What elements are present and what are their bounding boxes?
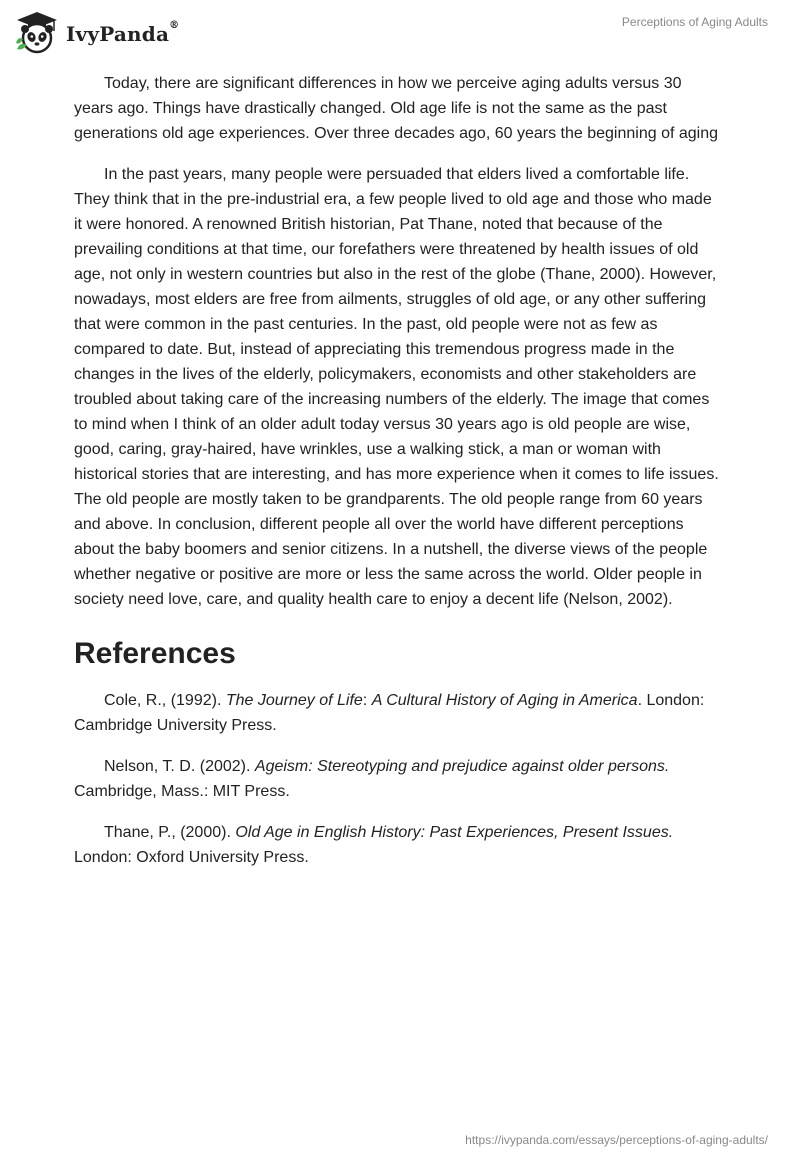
ref-author: Nelson, T. D. (2002). — [104, 758, 255, 775]
ref-separator: : — [362, 692, 372, 709]
ref-author: Cole, R., (1992). — [104, 692, 226, 709]
reference-item-thane — [74, 820, 724, 870]
ref-publisher: . London: Cambridge University Press. — [74, 692, 705, 734]
brand-text: IvyPanda — [66, 21, 170, 46]
page-header — [0, 0, 800, 64]
ref-publisher: London: Oxford University Press. — [74, 849, 309, 866]
essay-content — [74, 71, 724, 886]
source-url[interactable]: https://ivypanda.com/essays/perceptions-of-aging-adults/ — [465, 1133, 768, 1147]
running-title: Perceptions of Aging Adults — [621, 15, 768, 29]
ref-title: Ageism: Stereotyping and prejudice against older persons. — [254, 758, 670, 775]
reference-item-nelson — [74, 754, 724, 804]
ivypanda-logo[interactable] — [14, 9, 179, 55]
body-paragraph-2: In the past years, many people were persuaded that elders lived a comfortable life. They think that in the pre-industrial era, a few people lived to old age and those who made it were honored. A renowned British historian, Pat Thane, noted that because of the prevailing conditions at that time, our forefathers were threatened by health issues of old age, not only in western countries but also in the rest of the globe (Thane, 2000). However, nowadays, most elders are free from ailments, struggles of old age, or any other suffering that were common in the past centuries. In the past, old people were not as few as compared to date. But, instead of appreciating this tremendous progress made in the changes in the lives of the elderly, policymakers, economists and other stakeholders are troubled about taking care of the increasing numbers of the elderly. The image that comes to mind when I think of an older adult today versus 30 years ago is old people are wise, good, caring, gray-haired, have wrinkles, use a walking stick, a man or woman with historical stories that are interesting, and has more experience when it comes to life issues. The old people are mostly taken to be grandparents. The old people range from 60 years and above. In conclusion, different people all over the world have different perceptions about the baby boomers and senior citizens. In a nutshell, the diverse views of the people whether negative or positive are more or less the same across the world. Older people in society need love, care, and quality health care to enjoy a decent life (Nelson, 2002). — [74, 166, 719, 608]
ref-title: Old Age in English History: Past Experiences, Present Issues. — [235, 824, 674, 841]
body-paragraph-1: Today, there are significant differences in how we perceive aging adults versus 30 years ago. Things have drastically changed. Old age life is not the same as the past generations old age experiences. Over three decades ago, 60 years the beginning of aging — [74, 75, 718, 142]
references-heading: References — [74, 637, 236, 670]
ref-publisher: Cambridge, Mass.: MIT Press. — [74, 783, 290, 800]
brand-name — [66, 19, 180, 46]
ref-title-part1: The Journey of Life — [225, 692, 363, 709]
ref-title-part2: A Cultural History of Aging in America — [371, 692, 638, 709]
registered-mark: ® — [169, 19, 180, 31]
reference-item-cole — [74, 688, 724, 738]
ref-author: Thane, P., (2000). — [104, 824, 236, 841]
panda-graduate-icon — [14, 9, 60, 55]
